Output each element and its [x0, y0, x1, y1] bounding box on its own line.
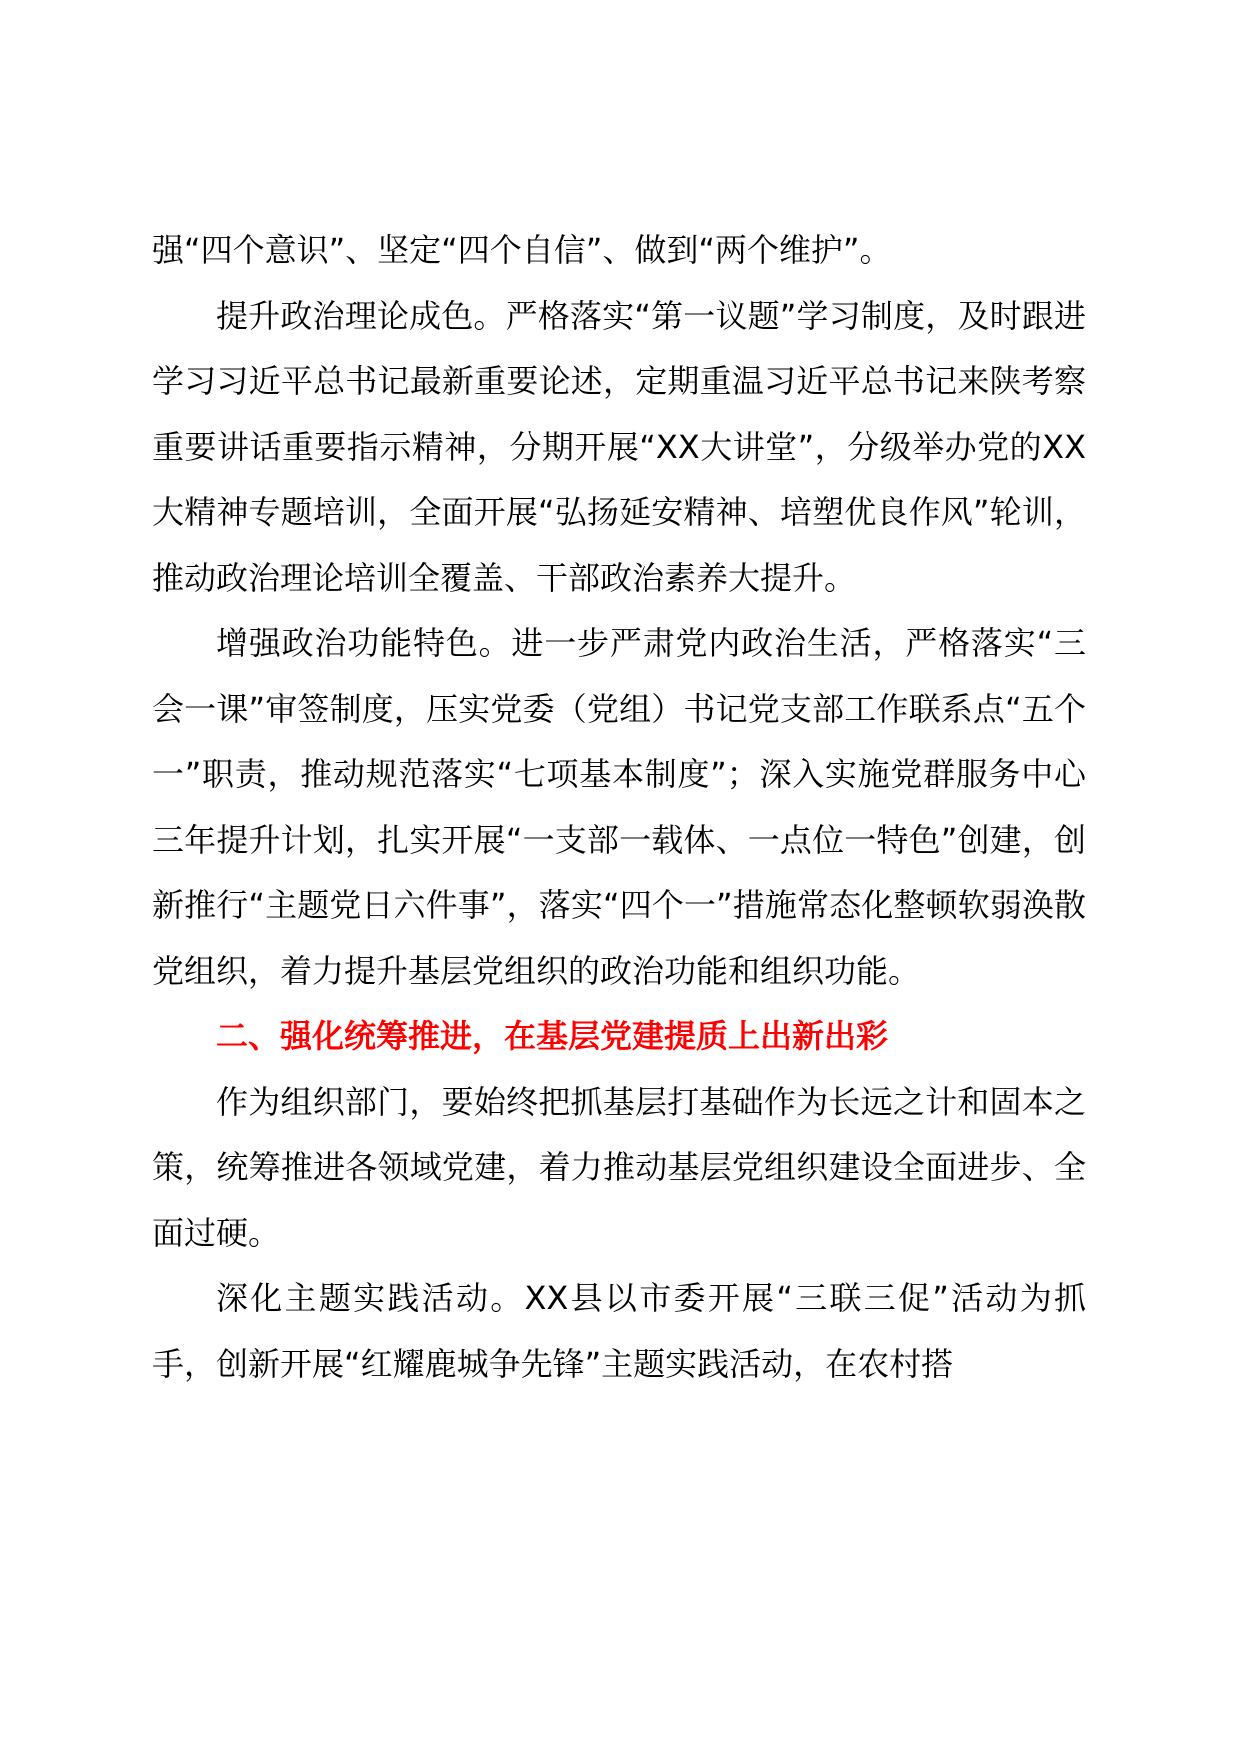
section-heading-2: 二、强化统筹推进，在基层党建提质上出新出彩	[216, 1017, 889, 1055]
paragraph-section-intro: 作为组织部门，要始终把抓基层打基础作为长远之计和固本之策，统筹推进各领域党建，着力推动基层党组织建设全面进步、全面过硬。	[152, 1082, 1086, 1252]
paragraph-political-theory: 提升政治理论成色。严格落实“第一议题”学习制度，及时跟进学习习近平总书记最新重要论述，定期重温习近平总书记来陕考察重要讲话重要指示精神，分期开展“XX大讲堂”，分级举办党的XX大精神专题培训，全面开展“弘扬延安精神、培塑优良作风”轮训，推动政治理论培训全覆盖、干部政治素养大提升。	[152, 296, 1086, 597]
paragraph-continuation: 强“四个意识”、坚定“四个自信”、做到“两个维护”。	[152, 231, 892, 269]
document-body	[152, 218, 1086, 1397]
paragraph-theme-practice: 深化主题实践活动。XX县以市委开展“三联三促”活动为抓手，创新开展“红耀鹿城争先锋”主题实践活动，在农村搭	[152, 1279, 1086, 1383]
paragraph-political-function: 增强政治功能特色。进一步严肃党内政治生活，严格落实“三会一课”审签制度，压实党委（党组）书记党支部工作联系点“五个一”职责，推动规范落实“七项基本制度”；深入实施党群服务中心三年提升计划，扎实开展“一支部一载体、一点位一特色”创建，创新推行“主题党日六件事”，落实“四个一”措施常态化整顿软弱涣散党组织，着力提升基层党组织的政治功能和组织功能。	[152, 624, 1086, 990]
